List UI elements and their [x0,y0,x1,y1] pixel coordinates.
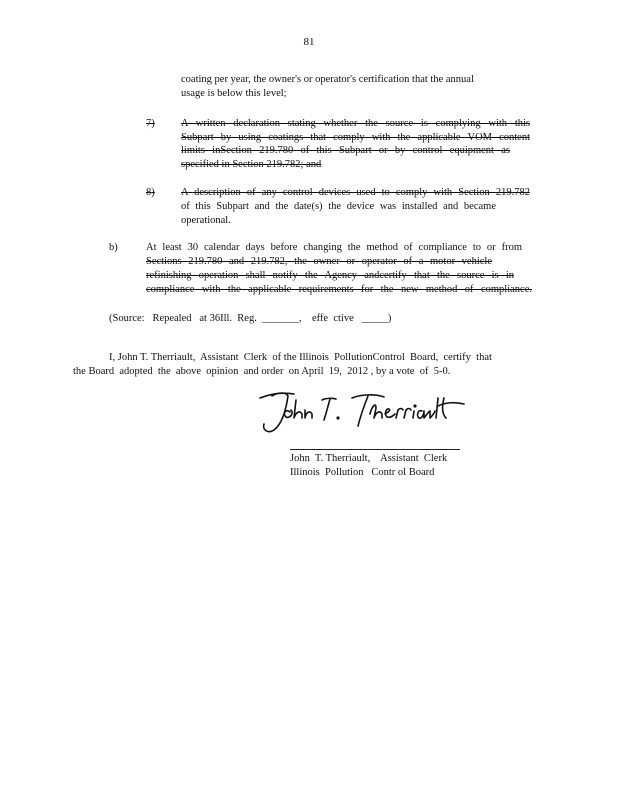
item-7-line-1: A written declaration stating whether the source is complying with this [181,118,530,129]
continuation-line-2: usage is below this level; [181,88,287,99]
signature-line [290,449,460,450]
item-b-marker: b) [109,242,118,253]
signature [252,386,472,442]
certification-line-1: I, John T. Therriault, Assistant Clerk of the Illinois PollutionControl Board, certify that [109,352,492,363]
continuation-line-1: coating per year, the owner's or operator's certification that the annual [181,74,474,85]
item-b-line-2: Sections 219.780 and 219.782, the owner or operator of a motor vehicle [146,256,492,267]
item-b-line-1: At least 30 calendar days before changing the method of compliance to or from [146,242,522,253]
page-number: 81 [303,36,315,48]
item-7-line-2: Subpart by using coatings that comply with the applicable VOM content [181,132,530,143]
signatory-organization: Illinois Pollution Contr ol Board [290,467,435,478]
item-7-marker: 7) [146,118,155,129]
item-b-line-4: compliance with the applicable requirements for the new method of compliance. [146,284,532,295]
item-7-line-3: limits inSection 219.780 of this Subpart or by control equipment as [181,145,510,156]
item-8-line-3: operational. [181,215,231,226]
certification-line-2: the Board adopted the above opinion and order on April 19, 2012 , by a vote of 5-0. [73,366,451,377]
item-8-line-2: of this Subpart and the date(s) the device was installed and became [181,201,496,212]
item-b-line-3: refinishing operation shall notify the Agency andcertify that the source is in [146,270,514,281]
item-7-line-4: specified in Section 219.782; and [181,159,322,170]
item-8-marker: 8) [146,187,155,198]
item-8-line-1: A description of any control devices used to comply with Section 219.782 [181,187,530,198]
source-note: (Source: Repealed at 36Ill. Reg. _______, effe ctive _____) [109,313,392,324]
signatory-name-title: John T. Therriault, Assistant Clerk [290,453,448,464]
